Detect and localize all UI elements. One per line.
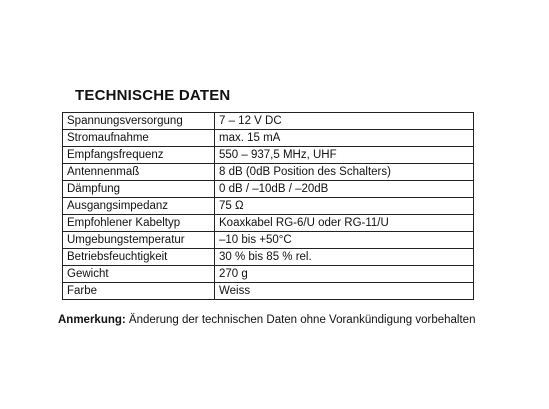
table-row	[63, 113, 474, 130]
spec-value: 8 dB (0dB Position des Schalters)	[215, 164, 474, 181]
table-row	[63, 266, 474, 283]
spec-label: Stromaufnahme	[63, 130, 215, 147]
spec-value: Weiss	[215, 283, 474, 300]
table-row	[63, 215, 474, 232]
section-title: TECHNISCHE DATEN	[75, 87, 231, 104]
spec-value: 0 dB / –10dB / –20dB	[215, 181, 474, 198]
spec-value: 30 % bis 85 % rel.	[215, 249, 474, 266]
spec-label: Umgebungstemperatur	[63, 232, 215, 249]
spec-label: Betriebsfeuchtigkeit	[63, 249, 215, 266]
table-row	[63, 198, 474, 215]
spec-value: 75 Ω	[215, 198, 474, 215]
spec-value: 550 – 937,5 MHz, UHF	[215, 147, 474, 164]
spec-table	[62, 112, 474, 300]
table-row	[63, 147, 474, 164]
spec-label: Ausgangsimpedanz	[63, 198, 215, 215]
table-row	[63, 249, 474, 266]
table-row	[63, 130, 474, 147]
spec-label: Spannungsversorgung	[63, 113, 215, 130]
spec-label: Farbe	[63, 283, 215, 300]
spec-label: Empfohlener Kabeltyp	[63, 215, 215, 232]
spec-value: max. 15 mA	[215, 130, 474, 147]
table-row	[63, 164, 474, 181]
footnote	[58, 314, 475, 326]
table-row	[63, 283, 474, 300]
table-row	[63, 181, 474, 198]
footnote-text: Änderung der technischen Daten ohne Vorankündigung vorbehalten	[125, 314, 476, 326]
spec-label: Antennenmaß	[63, 164, 215, 181]
spec-label: Empfangsfrequenz	[63, 147, 215, 164]
spec-value: 7 – 12 V DC	[215, 113, 474, 130]
spec-value: 270 g	[215, 266, 474, 283]
footnote-label: Anmerkung:	[58, 314, 126, 326]
spec-label: Gewicht	[63, 266, 215, 283]
spec-value: –10 bis +50°C	[215, 232, 474, 249]
table-row	[63, 232, 474, 249]
spec-value: Koaxkabel RG-6/U oder RG-11/U	[215, 215, 474, 232]
spec-label: Dämpfung	[63, 181, 215, 198]
